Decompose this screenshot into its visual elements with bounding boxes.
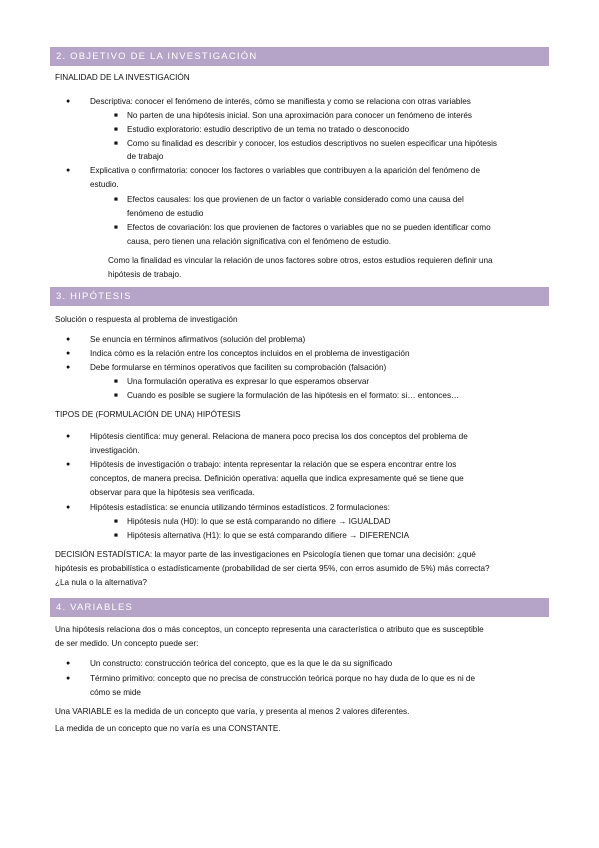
text-hip-b2: Indica cómo es la relación entre los conceptos incluidos en el problema de investigación	[90, 349, 410, 358]
subheading-finalidad: FINALIDAD DE LA INVESTIGACIÓN	[55, 73, 190, 82]
section-header-hipotesis: 3. HIPÓTESIS	[50, 287, 549, 306]
text-note-cont: hipótesis de trabajo.	[108, 270, 182, 279]
text-desc-sub3: Como su finalidad es describir y conocer, los estudios descriptivos no suelen especificar una hipótesis	[127, 139, 497, 148]
bullet-dot-icon: ●	[66, 98, 71, 105]
bullet-dot-icon: ●	[66, 364, 71, 371]
bullet-square-icon: ■	[114, 224, 118, 231]
text-tipo-trabajo: Hipótesis de investigación o trabajo: intenta representar la relación que se espera encontrar entre los	[90, 460, 457, 469]
bullet-dot-icon: ●	[66, 433, 71, 440]
text-variables-intro: Una hipótesis relaciona dos o más conceptos, un concepto representa una característica o atributo que es susceptible	[55, 625, 484, 634]
text-decision: DECISIÓN ESTADÍSTICA: la mayor parte de las investigaciones en Psicología tienen que tomar una decisión: ¿qué	[55, 550, 476, 559]
text-tipo-cientifica-cont: investigación.	[90, 446, 140, 455]
text-tipo-cientifica: Hipótesis científica: muy general. Relaciona de manera poco precisa los dos conceptos del problema de	[90, 432, 468, 441]
bullet-square-icon: ■	[114, 196, 118, 203]
text-hip-b1: Se enuncia en términos afirmativos (solución del problema)	[90, 335, 306, 344]
text-tipo-trabajo-cont1: conceptos, de manera precisa. Definición operativa: aquella que indica expresamente qué se tiene que	[90, 474, 464, 483]
bullet-square-icon: ■	[114, 378, 118, 385]
bullet-dot-icon: ●	[66, 504, 71, 511]
text-desc-sub3-cont: de trabajo	[127, 152, 164, 161]
text-variables-intro-cont: de ser medido. Un concepto puede ser:	[55, 639, 199, 648]
bullet-square-icon: ■	[114, 518, 118, 525]
text-explicativa: Explicativa o confirmatoria: conocer los factores o variables que contribuyen a la aparición del fenómeno de	[90, 166, 481, 175]
text-decision-cont1: hipótesis es probabilística o estadísticamente (probabilidad de ser cierta 95%, con erros asumido de 5%) más correcta?	[55, 564, 490, 573]
text-hip-b3-sub2: Cuando es posible se sugiere la formulación de las hipótesis en el formato: si… entonces…	[127, 391, 460, 400]
section-header-objetivo: 2. OBJETIVO DE LA INVESTIGACIÓN	[50, 47, 549, 66]
text-desc-sub2: Estudio exploratorio: estudio descriptivo de un tema no tratado o desconocido	[127, 125, 410, 134]
text-hipotesis-nula: Hipótesis nula (H0): lo que se está comparando no difiere → IGUALDAD	[127, 517, 391, 526]
text-termino-primitivo-cont: cómo se mide	[90, 688, 141, 697]
bullet-dot-icon: ●	[66, 336, 71, 343]
text-efectos-causales-cont: fenómeno de estudio	[127, 209, 204, 218]
bullet-square-icon: ■	[114, 392, 118, 399]
text-termino-primitivo: Término primitivo: concepto que no precisa de construcción teórica porque no hay duda de lo que es ni de	[90, 674, 476, 683]
text-desc-sub1: No parten de una hipótesis inicial. Son una aproximación para conocer un fenómeno de interés	[127, 111, 473, 120]
text-hipotesis-alternativa: Hipótesis alternativa (H1): lo que se está comparando difiere → DIFERENCIA	[127, 531, 410, 540]
section-header-variables: 4. VARIABLES	[50, 598, 549, 617]
text-efectos-causales: Efectos causales: los que provienen de un factor o variable considerado como una causa del	[127, 195, 464, 204]
text-constante-def: La medida de un concepto que no varía es una CONSTANTE.	[55, 724, 281, 733]
text-hip-b3: Debe formularse en términos operativos que faciliten su comprobación (falsación)	[90, 363, 387, 372]
bullet-dot-icon: ●	[66, 660, 71, 667]
text-tipo-estadistica: Hipótesis estadística: se enuncia utilizando términos estadísticos. 2 formulaciones:	[90, 503, 390, 512]
text-descriptiva: Descriptiva: conocer el fenómeno de interés, cómo se manifiesta y como se relaciona con otras variables	[90, 97, 471, 106]
text-note: Como la finalidad es vincular la relación de unos factores sobre otros, estos estudios requieren definir una	[108, 256, 493, 265]
subheading-tipos: TIPOS DE (FORMULACIÓN DE UNA) HIPÓTESIS	[55, 410, 241, 419]
bullet-dot-icon: ●	[66, 167, 71, 174]
bullet-square-icon: ■	[114, 126, 118, 133]
text-tipo-trabajo-cont2: observar para que la hipótesis sea verificada.	[90, 488, 255, 497]
text-constructo: Un constructo: construcción teórica del concepto, que es la que le da su significado	[90, 659, 393, 668]
text-hip-b3-sub1: Una formulación operativa es expresar lo que esperamos observar	[127, 377, 370, 386]
text-hipotesis-intro: Solución o respuesta al problema de investigación	[55, 315, 238, 324]
bullet-dot-icon: ●	[66, 350, 71, 357]
text-decision-cont2: ¿La nula o la alternativa?	[55, 578, 147, 587]
text-efectos-covariacion-cont: causa, pero tienen una relación significativa con el fenómeno de estudio.	[127, 237, 391, 246]
bullet-square-icon: ■	[114, 532, 118, 539]
text-explicativa-cont: estudio.	[90, 180, 119, 189]
text-variable-def: Una VARIABLE es la medida de un concepto que varía, y presenta al menos 2 valores diferentes.	[55, 707, 410, 716]
bullet-square-icon: ■	[114, 140, 118, 147]
bullet-square-icon: ■	[114, 112, 118, 119]
bullet-dot-icon: ●	[66, 461, 71, 468]
bullet-dot-icon: ●	[66, 675, 71, 682]
text-efectos-covariacion: Efectos de covariación: los que provienen de factores o variables que no se pueden identificar como	[127, 223, 491, 232]
